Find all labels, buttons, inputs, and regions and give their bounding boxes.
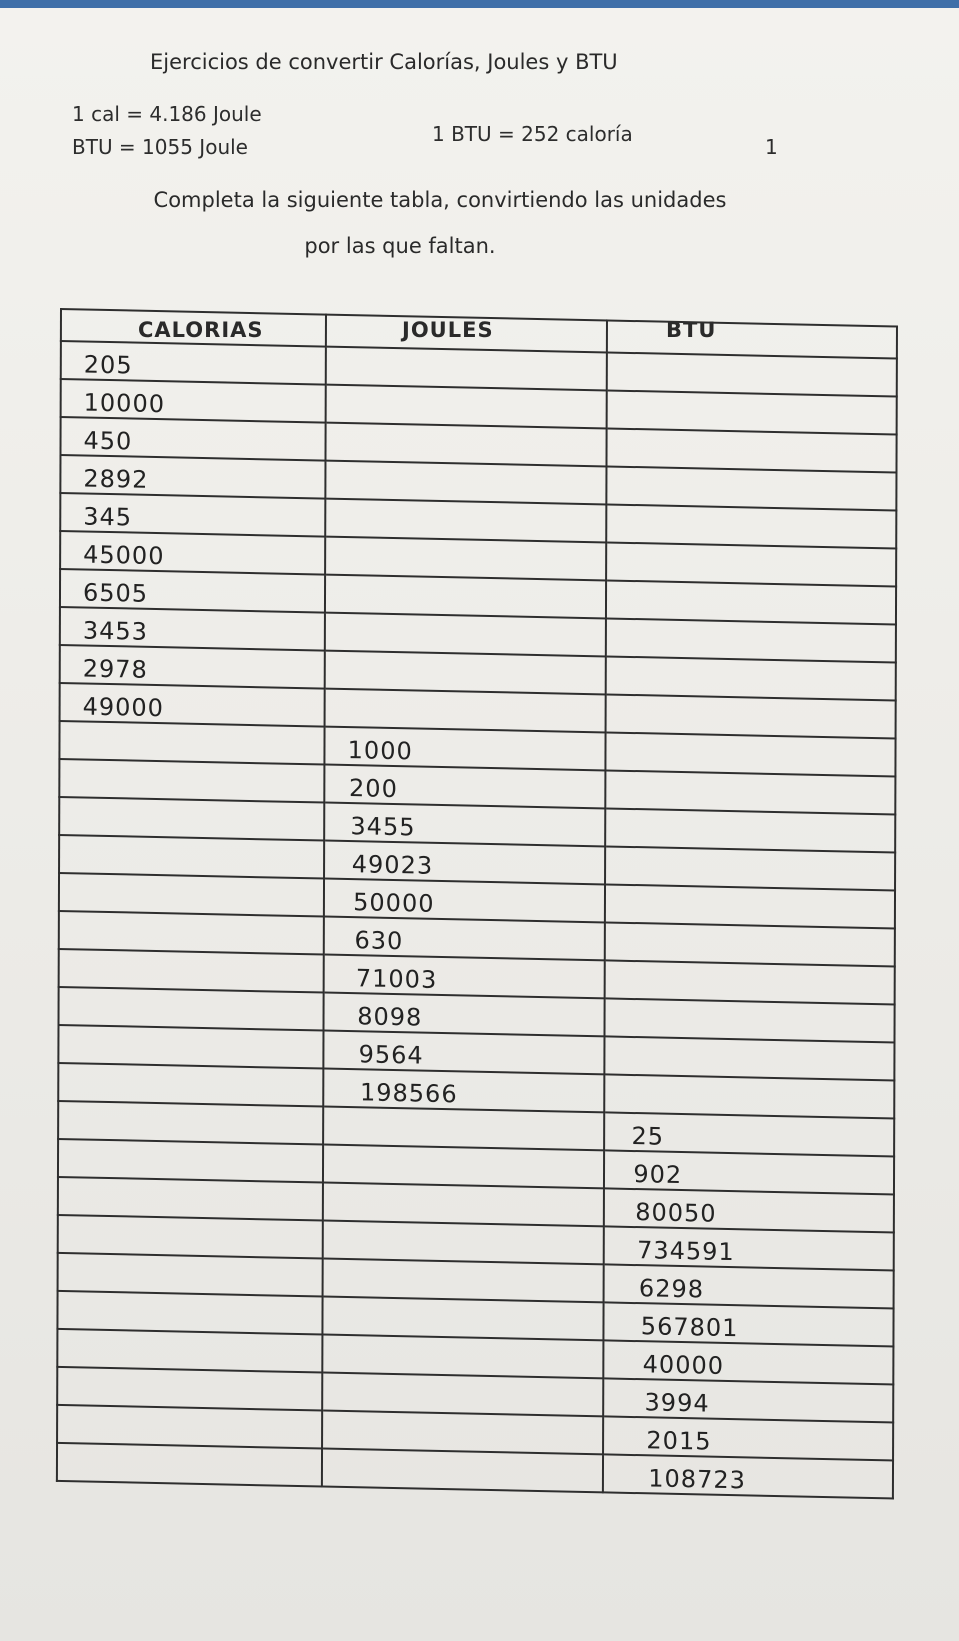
cell-calorias[interactable]: 2892 (60, 455, 325, 499)
cell-joules[interactable] (323, 1221, 604, 1265)
cell-btu[interactable]: 3994 (604, 1378, 894, 1422)
conversion-btu-caloria: 1 BTU = 252 caloría (432, 122, 633, 146)
cell-joules[interactable] (322, 1411, 603, 1455)
cell-joules[interactable] (323, 1145, 604, 1189)
cell-joules[interactable] (326, 461, 607, 505)
cell-calorias[interactable] (58, 1177, 323, 1221)
instructions-line-2: por las que faltan. (304, 234, 496, 258)
cell-joules[interactable] (323, 1297, 604, 1341)
cell-joules[interactable]: 200 (325, 765, 606, 809)
cell-calorias[interactable] (59, 759, 324, 803)
cell-btu[interactable]: 2015 (603, 1416, 893, 1460)
cell-calorias[interactable] (57, 1405, 322, 1449)
cell-calorias[interactable] (57, 1367, 322, 1411)
cell-calorias[interactable]: 205 (61, 341, 326, 385)
cell-btu[interactable] (605, 1074, 895, 1118)
cell-joules[interactable] (325, 537, 606, 581)
cell-btu[interactable]: 25 (604, 1112, 894, 1156)
cell-joules[interactable] (322, 1449, 603, 1493)
cell-calorias[interactable]: 45000 (60, 531, 325, 575)
cell-joules[interactable]: 1000 (325, 727, 606, 771)
cell-calorias[interactable] (58, 1139, 323, 1183)
cell-joules[interactable] (323, 1183, 604, 1227)
cell-btu[interactable]: 734591 (604, 1226, 894, 1270)
cell-btu[interactable]: 902 (604, 1150, 894, 1194)
cell-joules[interactable]: 50000 (324, 879, 605, 923)
cell-calorias[interactable]: 49000 (60, 683, 325, 727)
cell-joules[interactable] (322, 1373, 603, 1417)
cell-btu[interactable] (605, 922, 895, 966)
cell-joules[interactable] (325, 613, 606, 657)
cell-calorias[interactable] (59, 949, 324, 993)
cell-calorias[interactable]: 2978 (60, 645, 325, 689)
cell-btu[interactable] (606, 732, 896, 776)
cell-calorias[interactable] (58, 1063, 323, 1107)
instructions-line-1: Completa la siguiente tabla, convirtiendo las unidades (153, 188, 727, 212)
cell-joules[interactable] (326, 423, 607, 467)
worksheet-title: Ejercicios de convertir Calorías, Joules y BTU (150, 50, 618, 74)
cell-btu[interactable] (605, 846, 895, 890)
cell-joules[interactable] (326, 347, 607, 391)
cell-btu[interactable] (605, 884, 895, 928)
conversion-table (56, 308, 898, 1499)
cell-joules[interactable] (325, 651, 606, 695)
cell-btu[interactable] (606, 580, 896, 624)
worksheet-page (0, 8, 959, 1641)
cell-btu[interactable] (607, 504, 897, 548)
cell-joules[interactable]: 3455 (324, 803, 605, 847)
cell-btu[interactable] (607, 428, 897, 472)
cell-joules[interactable] (326, 385, 607, 429)
cell-btu[interactable] (606, 542, 896, 586)
cell-calorias[interactable] (58, 1253, 323, 1297)
cell-btu[interactable] (605, 1036, 895, 1080)
cell-calorias[interactable] (58, 1215, 323, 1259)
cell-joules[interactable]: 198566 (323, 1069, 604, 1113)
cell-calorias[interactable] (59, 721, 324, 765)
column-header-btu: BTU (666, 318, 717, 342)
cell-joules[interactable] (323, 1335, 604, 1379)
cell-calorias[interactable]: 10000 (61, 379, 326, 423)
cell-calorias[interactable] (59, 911, 324, 955)
cell-joules[interactable] (323, 1259, 604, 1303)
cell-calorias[interactable] (59, 797, 324, 841)
cell-joules[interactable]: 71003 (324, 955, 605, 999)
cell-joules[interactable]: 9564 (324, 1031, 605, 1075)
conversion-cal-joule: 1 cal = 4.186 Joule (72, 102, 262, 126)
column-header-joules: JOULES (402, 318, 494, 342)
cell-btu[interactable] (606, 808, 896, 852)
cell-calorias[interactable] (57, 1329, 322, 1373)
cell-btu[interactable]: 80050 (604, 1188, 894, 1232)
cell-btu[interactable] (606, 770, 896, 814)
cell-calorias[interactable]: 3453 (60, 607, 325, 651)
cell-calorias[interactable] (57, 1443, 322, 1487)
cell-joules[interactable] (325, 689, 606, 733)
cell-calorias[interactable] (58, 987, 323, 1031)
cell-btu[interactable]: 108723 (603, 1454, 893, 1498)
cell-btu[interactable] (606, 618, 896, 662)
cell-calorias[interactable]: 345 (60, 493, 325, 537)
cell-joules[interactable]: 49023 (324, 841, 605, 885)
cell-calorias[interactable] (59, 835, 324, 879)
cell-joules[interactable]: 630 (324, 917, 605, 961)
cell-calorias[interactable] (58, 1025, 323, 1069)
cell-calorias[interactable] (58, 1101, 323, 1145)
cell-btu[interactable] (607, 466, 897, 510)
cell-joules[interactable] (325, 575, 606, 619)
column-header-calorias: CALORIAS (138, 318, 264, 342)
cell-btu[interactable]: 6298 (604, 1264, 894, 1308)
cell-btu[interactable] (607, 390, 897, 434)
cell-calorias[interactable] (57, 1291, 322, 1335)
cell-btu[interactable] (606, 656, 896, 700)
cell-calorias[interactable] (59, 873, 324, 917)
cell-joules[interactable] (325, 499, 606, 543)
cell-btu[interactable] (605, 960, 895, 1004)
cell-calorias[interactable]: 6505 (60, 569, 325, 613)
page-number: 1 (765, 135, 778, 159)
cell-joules[interactable] (323, 1107, 604, 1151)
cell-btu[interactable] (606, 694, 896, 738)
cell-calorias[interactable]: 450 (60, 417, 325, 461)
cell-btu[interactable]: 40000 (604, 1340, 894, 1384)
cell-joules[interactable]: 8098 (324, 993, 605, 1037)
cell-btu[interactable] (605, 998, 895, 1042)
cell-btu[interactable]: 567801 (604, 1302, 894, 1346)
cell-btu[interactable] (607, 352, 897, 396)
conversion-btu-joule: BTU = 1055 Joule (72, 135, 248, 159)
